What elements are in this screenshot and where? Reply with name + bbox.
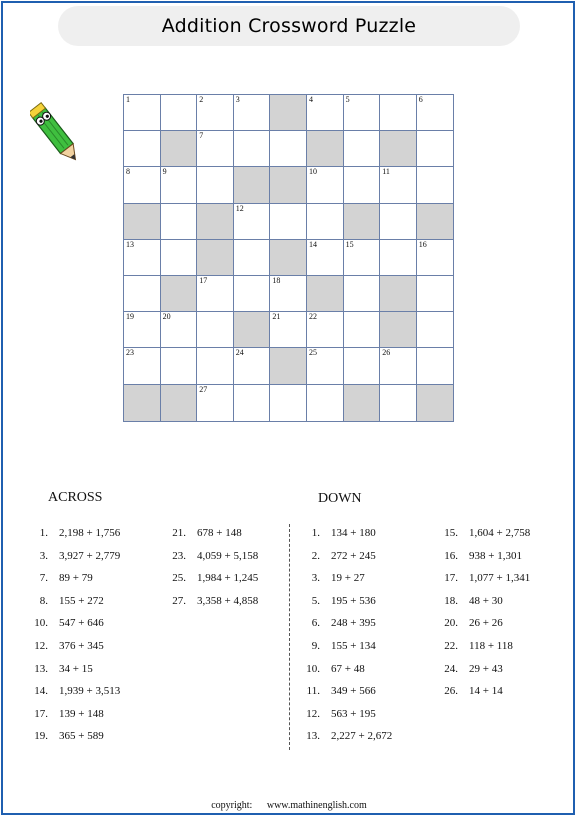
clue-number: 6. <box>311 617 320 630</box>
clue-number: 1. <box>311 527 320 539</box>
clue-expression: 4,059 + 5,158 <box>197 549 259 562</box>
grid-cell[interactable] <box>234 240 271 276</box>
clue-row <box>430 572 530 584</box>
clue-row <box>20 527 120 539</box>
clue-number: 15. <box>444 527 458 539</box>
grid-cell-shaded <box>417 385 454 421</box>
clue-row <box>292 730 392 742</box>
clue-expression: 139 + 148 <box>59 707 104 720</box>
clue-row <box>430 595 503 607</box>
clue-row <box>20 730 104 742</box>
grid-cell[interactable] <box>124 240 161 276</box>
clue-expression: 678 + 148 <box>197 527 242 539</box>
pencil-icon <box>30 96 84 176</box>
grid-cell[interactable] <box>270 276 307 312</box>
clue-number: 13. <box>34 662 48 675</box>
clue-expression: 19 + 27 <box>331 572 365 585</box>
cell-number: 3 <box>235 95 240 104</box>
clue-number: 24. <box>444 662 458 675</box>
grid-cell-shaded <box>270 240 307 276</box>
grid-cell[interactable] <box>161 312 198 348</box>
grid-cell[interactable] <box>380 167 417 203</box>
cell-number: 17 <box>199 276 208 285</box>
grid-cell-shaded <box>197 240 234 276</box>
clue-row <box>430 640 513 652</box>
clue-expression: 1,604 + 2,758 <box>469 527 531 539</box>
grid-cell[interactable] <box>161 204 198 240</box>
clue-expression: 349 + 566 <box>331 685 376 698</box>
clue-expression: 938 + 1,301 <box>469 549 522 562</box>
grid-cell[interactable] <box>380 348 417 384</box>
grid-cell[interactable] <box>161 167 198 203</box>
grid-cell[interactable] <box>124 167 161 203</box>
cell-number: 20 <box>162 312 171 322</box>
clue-number: 26. <box>444 685 458 698</box>
grid-cell[interactable] <box>161 240 198 276</box>
grid-cell-shaded <box>380 312 417 348</box>
clue-expression: 155 + 272 <box>59 594 104 607</box>
clue-row <box>292 663 365 675</box>
grid-cell[interactable] <box>234 204 271 240</box>
grid-cell-shaded <box>124 385 161 421</box>
grid-cell[interactable] <box>344 167 381 203</box>
cell-number: 25 <box>309 348 317 358</box>
clue-number: 3. <box>311 572 320 585</box>
clue-number: 16. <box>444 549 458 562</box>
grid-cell[interactable] <box>234 348 271 384</box>
cell-number: 23 <box>126 348 134 358</box>
grid-cell[interactable] <box>344 240 381 276</box>
cell-number: 9 <box>162 167 167 177</box>
grid-cell[interactable] <box>417 312 454 348</box>
clue-number: 17. <box>34 707 48 720</box>
clue-row <box>20 708 104 720</box>
clue-row <box>430 663 503 675</box>
divider-line <box>289 524 290 750</box>
grid-cell-shaded <box>197 204 234 240</box>
clue-expression: 563 + 195 <box>331 707 376 720</box>
grid-cell[interactable] <box>307 95 344 131</box>
clue-row <box>20 663 93 675</box>
clue-row <box>292 685 376 697</box>
clue-number: 23. <box>172 549 186 562</box>
grid-cell[interactable] <box>124 276 161 312</box>
copyright-site: www.mathinenglish.com <box>266 800 367 811</box>
grid-cell[interactable] <box>417 131 454 167</box>
cell-number: 15 <box>345 239 354 249</box>
clue-expression: 26 + 26 <box>469 617 503 630</box>
down-heading: DOWN <box>318 491 362 506</box>
grid-cell[interactable] <box>344 131 381 167</box>
grid-cell[interactable] <box>380 240 417 276</box>
cell-number: 24 <box>235 348 244 358</box>
title-banner <box>58 6 520 46</box>
grid-cell[interactable] <box>344 312 381 348</box>
grid-cell[interactable] <box>307 240 344 276</box>
grid-cell[interactable] <box>197 348 234 384</box>
grid-cell[interactable] <box>234 385 271 421</box>
clue-number: 17. <box>444 572 458 585</box>
clue-expression: 376 + 345 <box>59 640 104 652</box>
grid-cell[interactable] <box>307 385 344 421</box>
grid-cell[interactable] <box>380 204 417 240</box>
cell-number: 1 <box>126 95 130 104</box>
grid-cell[interactable] <box>344 95 381 131</box>
clue-number: 7. <box>39 572 48 585</box>
clue-number: 25. <box>172 572 186 585</box>
clue-row <box>292 595 376 607</box>
clue-number: 21. <box>172 527 186 539</box>
clue-number: 10. <box>306 662 320 675</box>
clue-expression: 3,927 + 2,779 <box>59 549 121 562</box>
cell-number: 4 <box>309 95 313 104</box>
grid-cell[interactable] <box>417 240 454 276</box>
grid-cell[interactable] <box>197 95 234 131</box>
clue-row <box>292 572 365 584</box>
clue-expression: 14 + 14 <box>469 685 503 698</box>
grid-cell-shaded <box>124 204 161 240</box>
clue-number: 2. <box>311 549 320 562</box>
cell-number: 12 <box>235 203 244 213</box>
clue-row <box>430 685 503 697</box>
clue-row <box>292 640 376 652</box>
clue-row <box>20 640 104 652</box>
grid-cell[interactable] <box>380 95 417 131</box>
grid-cell[interactable] <box>380 385 417 421</box>
clue-number: 18. <box>444 594 458 607</box>
grid-cell[interactable] <box>124 95 161 131</box>
clue-row <box>292 550 376 562</box>
clue-number: 1. <box>39 527 48 539</box>
clue-number: 12. <box>34 640 48 652</box>
grid-cell-shaded <box>234 167 271 203</box>
grid-cell-shaded <box>344 385 381 421</box>
clue-row <box>158 550 258 562</box>
cell-number: 16 <box>418 239 427 249</box>
clue-row <box>20 595 104 607</box>
cell-number: 22 <box>309 312 317 322</box>
clue-number: 13. <box>306 730 320 743</box>
grid-cell[interactable] <box>161 95 198 131</box>
grid-cell[interactable] <box>417 167 454 203</box>
clue-row <box>20 550 120 562</box>
grid-cell[interactable] <box>124 348 161 384</box>
grid-cell[interactable] <box>270 131 307 167</box>
grid-cell[interactable] <box>197 131 234 167</box>
grid-cell[interactable] <box>124 312 161 348</box>
clue-row <box>158 595 258 607</box>
clue-row <box>292 708 376 720</box>
across-heading: ACROSS <box>48 490 103 505</box>
clue-number: 20. <box>444 617 458 630</box>
grid-cell[interactable] <box>417 348 454 384</box>
clue-row <box>158 572 258 584</box>
grid-cell[interactable] <box>270 204 307 240</box>
grid-cell[interactable] <box>197 385 234 421</box>
clue-row <box>20 572 93 584</box>
crossword-grid <box>123 94 454 422</box>
clue-row <box>430 527 530 539</box>
clue-expression: 89 + 79 <box>59 572 93 585</box>
cell-number: 6 <box>418 95 423 104</box>
grid-cell-shaded <box>161 276 198 312</box>
clue-expression: 1,077 + 1,341 <box>469 572 531 585</box>
grid-cell[interactable] <box>197 312 234 348</box>
clue-number: 9. <box>311 640 320 652</box>
grid-cell-shaded <box>380 276 417 312</box>
grid-cell[interactable] <box>161 348 198 384</box>
clue-number: 27. <box>172 594 186 607</box>
clue-expression: 48 + 30 <box>469 594 503 607</box>
grid-cell-shaded <box>161 131 198 167</box>
grid-cell[interactable] <box>417 95 454 131</box>
grid-cell[interactable] <box>270 385 307 421</box>
clue-expression: 365 + 589 <box>59 730 104 743</box>
clue-expression: 155 + 134 <box>331 640 376 652</box>
grid-cell[interactable] <box>344 276 381 312</box>
clue-expression: 118 + 118 <box>469 640 513 652</box>
cell-number: 13 <box>126 239 134 249</box>
clue-number: 14. <box>34 685 48 698</box>
clue-number: 12. <box>306 707 320 720</box>
grid-cell-shaded <box>417 204 454 240</box>
clue-row <box>20 685 120 697</box>
cell-number: 21 <box>272 312 281 322</box>
grid-cell[interactable] <box>344 348 381 384</box>
clue-number: 10. <box>34 617 48 630</box>
clue-expression: 134 + 180 <box>331 527 376 539</box>
clue-number: 19. <box>34 730 48 743</box>
clue-expression: 29 + 43 <box>469 662 503 675</box>
grid-cell-shaded <box>307 276 344 312</box>
clue-row <box>20 617 104 629</box>
clue-expression: 272 + 245 <box>331 549 376 562</box>
clue-expression: 3,358 + 4,858 <box>197 594 259 607</box>
grid-cell[interactable] <box>197 167 234 203</box>
clue-expression: 195 + 536 <box>331 594 376 607</box>
grid-cell[interactable] <box>417 276 454 312</box>
cell-number: 7 <box>199 131 204 141</box>
cell-number: 11 <box>382 167 390 177</box>
cell-number: 18 <box>272 276 281 285</box>
cell-number: 14 <box>309 239 317 249</box>
grid-cell[interactable] <box>197 276 234 312</box>
cell-number: 5 <box>345 95 350 104</box>
grid-cell-shaded <box>234 312 271 348</box>
clue-number: 11. <box>306 685 320 698</box>
cell-number: 27 <box>199 384 208 394</box>
clue-expression: 1,984 + 1,245 <box>197 572 259 585</box>
cell-number: 10 <box>309 167 317 177</box>
grid-cell[interactable] <box>234 131 271 167</box>
clue-number: 8. <box>39 594 48 607</box>
cell-number: 26 <box>382 348 391 358</box>
grid-cell[interactable] <box>124 131 161 167</box>
cell-number: 2 <box>199 95 204 104</box>
clue-number: 22. <box>444 640 458 652</box>
grid-cell[interactable] <box>270 312 307 348</box>
grid-cell[interactable] <box>307 204 344 240</box>
clue-expression: 1,939 + 3,513 <box>59 685 121 698</box>
clue-expression: 248 + 395 <box>331 617 376 630</box>
clue-row <box>292 527 376 539</box>
cell-number: 8 <box>126 167 130 177</box>
grid-cell-shaded <box>270 95 307 131</box>
cell-number: 19 <box>126 312 134 322</box>
clue-number: 5. <box>311 594 320 607</box>
clue-expression: 547 + 646 <box>59 617 104 630</box>
grid-cell-shaded <box>380 131 417 167</box>
clue-row <box>292 617 376 629</box>
clue-row <box>430 617 503 629</box>
grid-cell[interactable] <box>234 95 271 131</box>
clue-expression: 2,198 + 1,756 <box>59 527 121 539</box>
clue-expression: 67 + 48 <box>331 662 365 675</box>
clue-number: 3. <box>39 549 48 562</box>
clue-expression: 34 + 15 <box>59 662 93 675</box>
grid-cell[interactable] <box>307 348 344 384</box>
grid-cell-shaded <box>344 204 381 240</box>
page-title: Addition Crossword Puzzle <box>161 15 417 37</box>
grid-cell[interactable] <box>234 276 271 312</box>
footer <box>0 800 578 811</box>
grid-cell[interactable] <box>307 167 344 203</box>
clue-row <box>430 550 522 562</box>
grid-cell-shaded <box>270 167 307 203</box>
grid-cell-shaded <box>161 385 198 421</box>
grid-cell[interactable] <box>307 312 344 348</box>
clue-expression: 2,227 + 2,672 <box>331 730 393 743</box>
grid-cell-shaded <box>307 131 344 167</box>
grid-cell-shaded <box>270 348 307 384</box>
clue-row <box>158 527 242 539</box>
copyright-label: copyright: <box>211 800 253 811</box>
